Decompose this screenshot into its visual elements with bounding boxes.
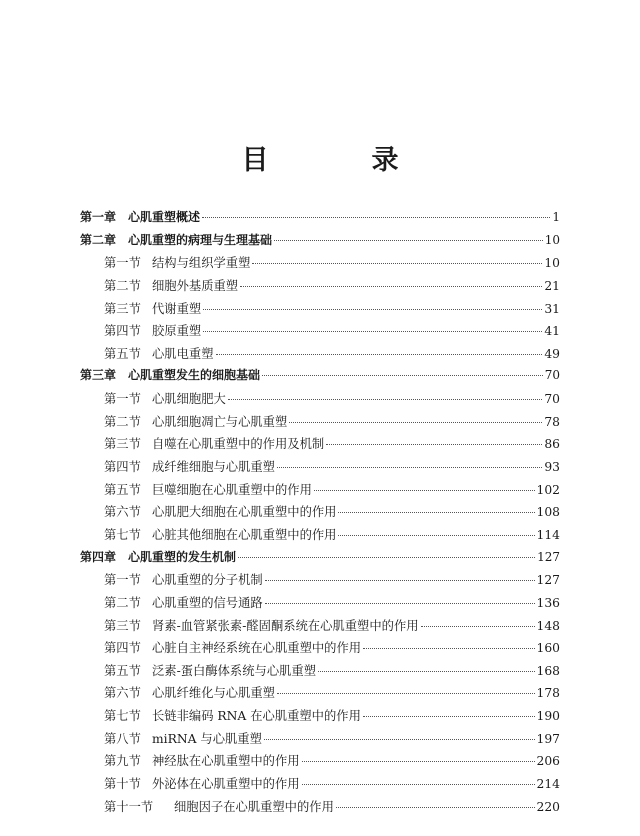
table-of-contents [80, 208, 560, 819]
section-number: 第十一节 [104, 799, 154, 814]
page-number: 148 [536, 618, 560, 633]
dot-leader [265, 580, 535, 581]
page-number: 206 [536, 754, 560, 769]
page-number: 127 [536, 573, 560, 588]
page-number: 41 [544, 324, 560, 339]
section-number: 第三节 [104, 618, 141, 633]
toc-section-entry [80, 706, 560, 729]
dot-leader [238, 557, 535, 558]
dot-leader [277, 693, 535, 694]
page-number: 214 [536, 777, 560, 792]
section-title: 外泌体在心肌重塑中的作用 [152, 777, 300, 792]
dot-leader [302, 761, 535, 762]
chapter-title: 心肌重塑发生的细胞基础 [128, 368, 261, 383]
toc-chapter-entry [80, 366, 560, 389]
section-number: 第五节 [104, 663, 141, 678]
toc-section-entry [80, 525, 560, 548]
section-title: 肾素-血管紧张素-醛固酮系统在心肌重塑中的作用 [152, 618, 419, 633]
section-number: 第四节 [104, 460, 141, 475]
section-title: 心肌细胞肥大 [152, 392, 226, 407]
section-number: 第五节 [104, 482, 141, 497]
dot-leader [228, 399, 543, 400]
section-title: 成纤维细胞与心肌重塑 [152, 460, 275, 475]
section-title: 巨噬细胞在心肌重塑中的作用 [152, 482, 312, 497]
chapter-number: 第一章 [80, 210, 117, 224]
section-number: 第四节 [104, 324, 141, 339]
toc-chapter-entry [80, 208, 560, 231]
section-number: 第五节 [104, 346, 141, 361]
toc-chapter-entry [80, 548, 560, 571]
dot-leader [302, 784, 535, 785]
dot-leader [363, 716, 535, 717]
toc-section-entry [80, 774, 560, 797]
page-number: 10 [544, 232, 560, 247]
dot-leader [363, 648, 534, 649]
toc-section-entry [80, 638, 560, 661]
page-number: 220 [536, 799, 560, 814]
section-title: 心脏自主神经系统在心肌重塑中的作用 [152, 641, 362, 656]
section-number: 第六节 [104, 686, 141, 701]
dot-leader [314, 490, 535, 491]
dot-leader [274, 240, 543, 241]
toc-section-entry [80, 253, 560, 276]
chapter-title: 心肌重塑概述 [128, 210, 201, 224]
page-number: 93 [544, 460, 560, 475]
section-title: miRNA 与心肌重塑 [152, 731, 262, 746]
section-number: 第一节 [104, 573, 141, 588]
dot-leader [277, 467, 542, 468]
toc-section-entry [80, 661, 560, 684]
page-number: 31 [544, 301, 560, 316]
dot-leader [252, 263, 542, 264]
page-number: 160 [536, 641, 560, 656]
section-title: 心肌重塑的分子机制 [152, 573, 263, 588]
toc-section-entry [80, 321, 560, 344]
section-title: 细胞外基质重塑 [152, 278, 239, 293]
section-title: 代谢重塑 [152, 301, 202, 316]
dot-leader [326, 444, 542, 445]
dot-leader [338, 535, 534, 536]
page-number: 190 [536, 709, 560, 724]
page-number: 136 [536, 595, 560, 610]
toc-section-entry [80, 797, 560, 820]
section-number: 第二节 [104, 414, 141, 429]
toc-section-entry [80, 616, 560, 639]
section-number: 第二节 [104, 595, 141, 610]
page-number: 21 [544, 278, 560, 293]
dot-leader [203, 331, 542, 332]
section-title: 心肌纤维化与心肌重塑 [152, 686, 275, 701]
section-number: 第二节 [104, 278, 141, 293]
page-title: 目 录 [241, 145, 437, 176]
section-number: 第九节 [104, 754, 141, 769]
toc-chapter-entry [80, 231, 560, 254]
dot-leader [262, 375, 543, 376]
section-title: 长链非编码 RNA 在心肌重塑中的作用 [152, 709, 361, 724]
page-number: 197 [536, 731, 560, 746]
chapter-title: 心肌重塑的发生机制 [128, 549, 237, 564]
chapter-number: 第二章 [80, 232, 117, 247]
section-title: 心脏其他细胞在心肌重塑中的作用 [152, 527, 337, 542]
chapter-title: 心肌重塑的病理与生理基础 [128, 232, 273, 247]
dot-leader [336, 807, 535, 808]
toc-section-entry [80, 480, 560, 503]
section-title: 心肌重塑的信号通路 [152, 595, 263, 610]
toc-section-entry [80, 412, 560, 435]
section-title: 泛素-蛋白酶体系统与心肌重塑 [152, 663, 317, 678]
page-number: 102 [536, 482, 560, 497]
toc-section-entry [80, 344, 560, 367]
toc-section-entry [80, 457, 560, 480]
dot-leader [338, 512, 534, 513]
page-number: 127 [537, 549, 560, 564]
section-number: 第八节 [104, 731, 141, 746]
dot-leader [289, 422, 542, 423]
toc-section-entry [80, 751, 560, 774]
dot-leader [203, 309, 542, 310]
page-number: 178 [536, 686, 560, 701]
section-number: 第六节 [104, 505, 141, 520]
toc-section-entry [80, 434, 560, 457]
page-number: 10 [544, 256, 560, 271]
section-number: 第七节 [104, 527, 141, 542]
toc-section-entry [80, 683, 560, 706]
section-number: 第一节 [104, 256, 141, 271]
page-number: 168 [536, 663, 560, 678]
section-title: 胶原重塑 [152, 324, 202, 339]
section-number: 第一节 [104, 392, 141, 407]
section-title: 心肌肥大细胞在心肌重塑中的作用 [152, 505, 337, 520]
section-number: 第十节 [104, 777, 141, 792]
toc-section-entry [80, 502, 560, 525]
section-title: 自噬在心肌重塑中的作用及机制 [152, 437, 325, 452]
dot-leader [216, 354, 543, 355]
section-title: 结构与组织学重塑 [152, 256, 251, 271]
chapter-number: 第三章 [80, 368, 117, 383]
dot-leader [264, 739, 535, 740]
page-number: 114 [536, 527, 560, 542]
page-number: 1 [552, 210, 560, 224]
page-number: 70 [544, 368, 560, 383]
page-number: 108 [536, 505, 560, 520]
toc-section-entry [80, 276, 560, 299]
dot-leader [318, 671, 535, 672]
dot-leader [421, 626, 535, 627]
toc-section-entry [80, 570, 560, 593]
dot-leader [265, 603, 535, 604]
page-number: 49 [544, 346, 560, 361]
section-number: 第七节 [104, 709, 141, 724]
chapter-number: 第四章 [80, 549, 117, 564]
section-title: 细胞因子在心肌重塑中的作用 [174, 799, 334, 814]
page-number: 86 [544, 437, 560, 452]
section-number: 第三节 [104, 437, 141, 452]
section-number: 第三节 [104, 301, 141, 316]
toc-section-entry [80, 729, 560, 752]
toc-section-entry [80, 299, 560, 322]
page-number: 70 [544, 392, 560, 407]
page-number: 78 [544, 414, 560, 429]
toc-section-entry [80, 593, 560, 616]
section-title: 心肌电重塑 [152, 346, 214, 361]
section-number: 第四节 [104, 641, 141, 656]
dot-leader [202, 217, 550, 218]
toc-section-entry [80, 389, 560, 412]
dot-leader [240, 286, 542, 287]
section-title: 心肌细胞凋亡与心肌重塑 [152, 414, 288, 429]
section-title: 神经肽在心肌重塑中的作用 [152, 754, 300, 769]
